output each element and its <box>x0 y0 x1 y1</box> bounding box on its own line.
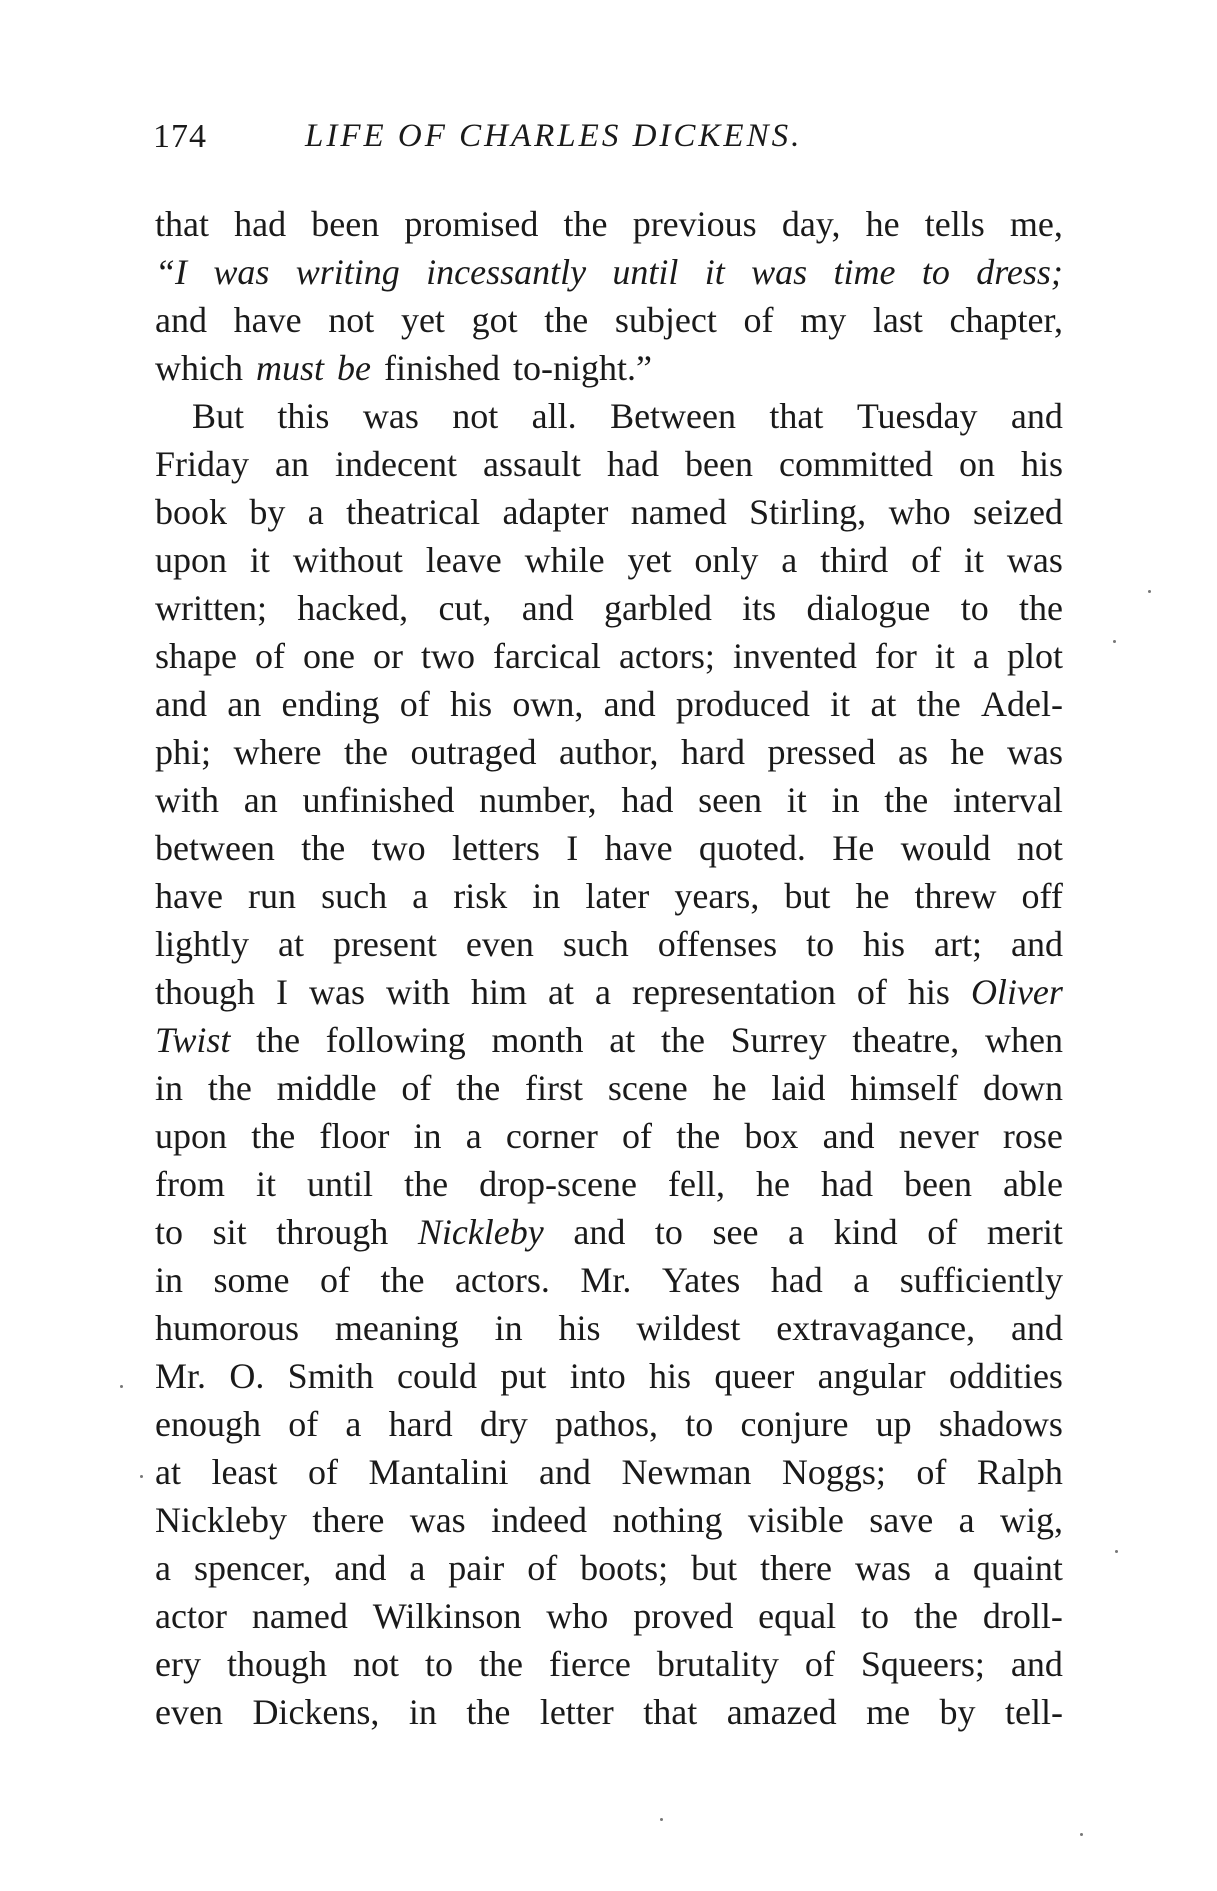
text-line: book by a theatrical adapter named Stirling, who seized <box>155 492 1063 532</box>
text-line: and an ending of his own, and produced it at the Adel- <box>155 684 1063 724</box>
text-line: ery though not to the fierce brutality of Squeers; and <box>155 1644 1063 1684</box>
text-line: from it until the drop-scene fell, he had been able <box>155 1164 1063 1204</box>
text-line: which must be finished to-night.” <box>155 348 652 388</box>
text-line: even Dickens, in the letter that amazed me by tell- <box>155 1692 1063 1732</box>
text-line: and have not yet got the subject of my last chapter, <box>155 300 1063 340</box>
text-line: shape of one or two farcical actors; invented for it a plot <box>155 636 1063 676</box>
text-line: to sit through Nickleby and to see a kind of merit <box>155 1212 1063 1252</box>
text-line: between the two letters I have quoted. He would not <box>155 828 1063 868</box>
text-line: Twist the following month at the Surrey theatre, when <box>155 1020 1063 1060</box>
text-line: Mr. O. Smith could put into his queer angular oddities <box>155 1356 1063 1396</box>
page-number: 174 <box>153 118 207 155</box>
text-line: upon it without leave while yet only a third of it was <box>155 540 1063 580</box>
text-line: with an unfinished number, had seen it in the interval <box>155 780 1063 820</box>
text-line: in some of the actors. Mr. Yates had a sufficiently <box>155 1260 1063 1300</box>
text-line: at least of Mantalini and Newman Noggs; of Ralph <box>155 1452 1063 1492</box>
text-line: lightly at present even such offenses to his art; and <box>155 924 1063 964</box>
running-head: LIFE OF CHARLES DICKENS. <box>305 118 803 154</box>
text-line: upon the floor in a corner of the box and never rose <box>155 1116 1063 1156</box>
text-line: Nickleby there was indeed nothing visible save a wig, <box>155 1500 1063 1540</box>
text-line: enough of a hard dry pathos, to conjure up shadows <box>155 1404 1063 1444</box>
text-line: But this was not all. Between that Tuesday and <box>192 396 1063 436</box>
text-line: actor named Wilkinson who proved equal to the droll- <box>155 1596 1063 1636</box>
text-line: written; hacked, cut, and garbled its dialogue to the <box>155 588 1063 628</box>
text-line: a spencer, and a pair of boots; but there was a quaint <box>155 1548 1063 1588</box>
text-line: though I was with him at a representation of his Oliver <box>155 972 1063 1012</box>
text-line: in the middle of the first scene he laid himself down <box>155 1068 1063 1108</box>
text-line: “I was writing incessantly until it was time to dress; <box>155 252 1063 292</box>
text-line: that had been promised the previous day, he tells me, <box>155 204 1063 244</box>
text-line: Friday an indecent assault had been committed on his <box>155 444 1063 484</box>
body-text <box>155 200 1063 1736</box>
page-header <box>153 118 1068 168</box>
text-line: phi; where the outraged author, hard pressed as he was <box>155 732 1063 772</box>
text-line: have run such a risk in later years, but he threw off <box>155 876 1063 916</box>
text-line: humorous meaning in his wildest extravagance, and <box>155 1308 1063 1348</box>
